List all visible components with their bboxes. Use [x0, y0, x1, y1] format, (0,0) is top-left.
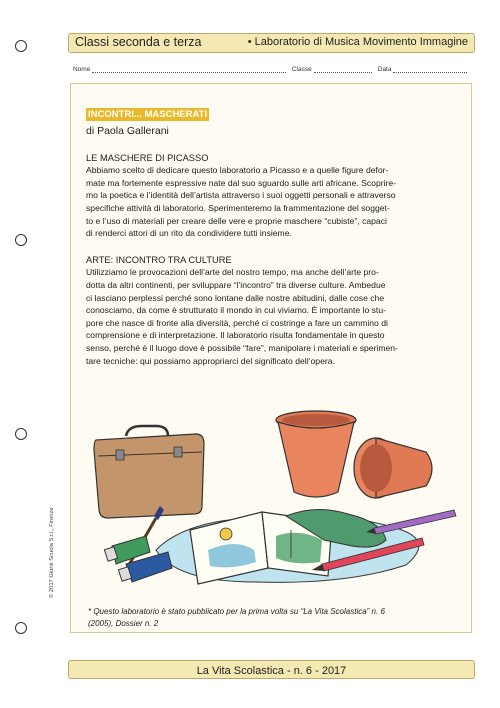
text-line: dotta da altri continenti, per sviluppare “l’incontro” tra diverse culture. Ambedue [86, 279, 386, 290]
text-line: conosciamo, da come è strutturato il mondo in cui viviamo. È importante lo stu- [86, 305, 386, 316]
student-info-line [73, 66, 473, 73]
text-line: senso, perché è il luogo dove è possibile “fare”, manipolare i materiali e sperimen- [86, 342, 398, 353]
text-line: comprensione e di interpretazione. Il laboratorio risulta fondamentale in questo [86, 330, 385, 341]
article-author: di Paola Gallerani [86, 125, 169, 137]
binder-hole-1 [15, 40, 27, 52]
text-line: specifiche attività di laboratorio. Sperimenteremo la frammentazione del sogget- [86, 202, 390, 213]
name-field[interactable] [92, 66, 285, 73]
binder-hole-2 [15, 234, 27, 246]
art-supplies-illustration [86, 400, 461, 600]
footnote-line: (2005), Dossier n. 2 [88, 619, 159, 628]
article [86, 108, 456, 367]
text-line: Utilizziamo le provocazioni dell’arte del nostro tempo, ma anche dell’arte pro- [86, 267, 379, 278]
section-text-culture [86, 266, 456, 367]
text-line: tare tecniche: qui possiamo appropriarci del significato dell’opera. [86, 355, 335, 366]
copyright-note: © 2017 Giunti Scuola S.r.l., Firenze [49, 507, 55, 598]
header-grade: Classi seconda e terza [75, 35, 202, 49]
tipped-flower-pot-icon [354, 438, 432, 498]
date-label: Data [377, 66, 392, 73]
text-line: ci lasciano perplessi perché sono lontane dalle nostre abitudini, dalle cose che [86, 292, 385, 303]
text-line: pore che nasce di fronte alla diversità, perché ci costringe a fare un cammino di [86, 317, 388, 328]
class-label: Classe [291, 66, 312, 73]
class-field[interactable] [314, 66, 372, 73]
footer-magazine: La Vita Scolastica - n. 6 - 2017 [196, 665, 347, 677]
text-line: mate ma fortemente espressive nate dal suo sguardo sulle arti africane. Scoprire- [86, 177, 397, 188]
footnote [88, 606, 458, 630]
text-line: Abbiamo scelto di dedicare questo laboratorio a Picasso e a quelle figure defor- [86, 165, 389, 176]
suitcase-icon [94, 426, 204, 518]
binder-hole-3 [15, 428, 27, 440]
section-text-picasso [86, 164, 456, 240]
flower-pot-icon [276, 411, 356, 497]
footnote-line: * Questo laboratorio è stato pubblicato per la prima volta su “La Vita Scolastica” n. 6 [88, 607, 385, 616]
pencil-purple-icon [366, 510, 456, 534]
section-heading-culture: ARTE: INCONTRO TRA CULTURE [86, 254, 232, 265]
page-header [68, 33, 475, 53]
name-label: Nome [73, 66, 91, 73]
section-heading-picasso: LE MASCHERE DI PICASSO [86, 152, 209, 163]
date-field[interactable] [393, 66, 467, 73]
text-line: mo la poetica e l’identità dell’artista attraverso i suoi oggetti personali e attraverso [86, 190, 396, 201]
text-line: di renderci attori di un rito da condividere tutti insieme. [86, 228, 292, 239]
article-title: INCONTRI... MASCHERATI [88, 109, 208, 120]
binder-hole-4 [15, 622, 27, 634]
page-footer [68, 660, 475, 679]
text-line: to e l’uso di materiali per creare delle vere e proprie maschere “cubiste”, capaci [86, 215, 387, 226]
header-subject: • Laboratorio di Musica Movimento Immagine [247, 36, 468, 48]
